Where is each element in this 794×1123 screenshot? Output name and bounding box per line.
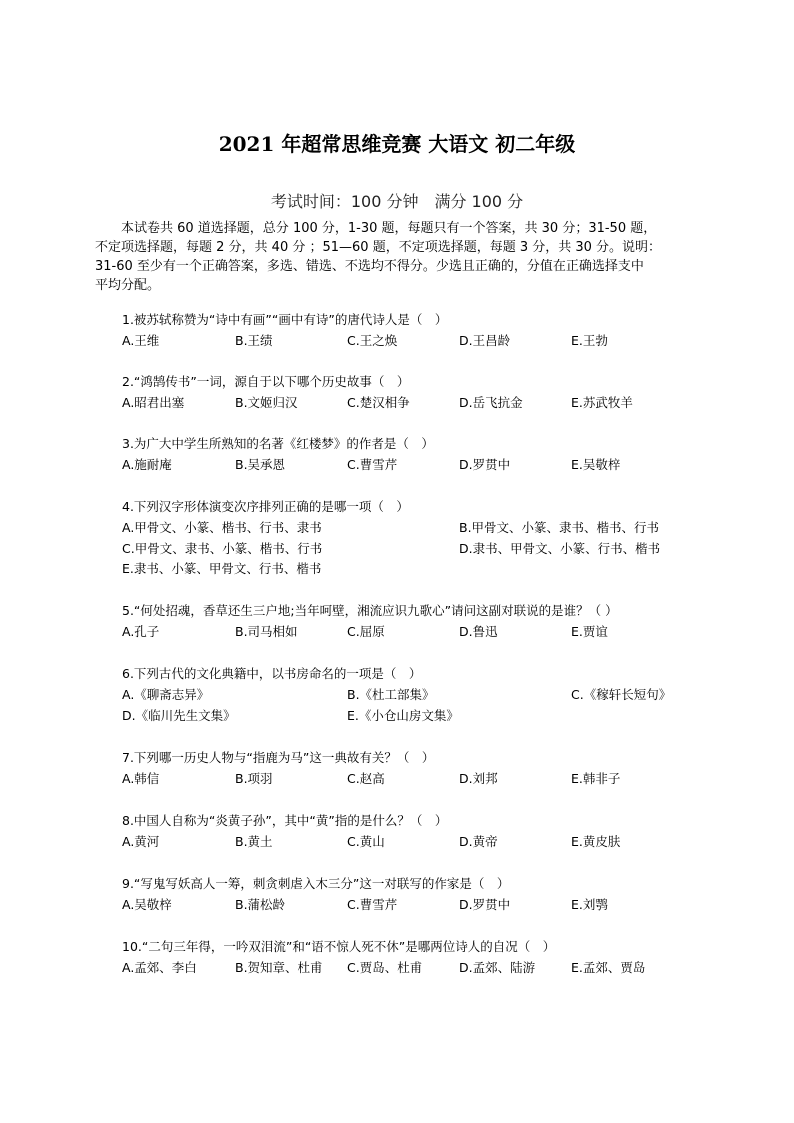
- question-text: 10.“二句三年得，一吟双泪流”和“语不惊人死不休”是哪两位诗人的自况（ ）: [122, 939, 556, 954]
- answer-option: B.王绩: [235, 333, 273, 348]
- instruction-line: 本试卷共 60 道选择题，总分 100 分，1-30 题，每题只有一个答案，共 30 分；31-50 题，: [95, 221, 657, 236]
- answer-option: A.《聊斋志异》: [122, 687, 210, 702]
- answer-option: E.吴敬梓: [571, 457, 621, 472]
- answer-option: A.甲骨文、小篆、楷书、行书、隶书: [122, 520, 322, 535]
- question-text: 8.中国人自称为“炎黄子孙”，其中“黄”指的是什么？（ ）: [122, 813, 448, 828]
- answer-option: A.昭君出塞: [122, 395, 185, 410]
- answer-option: A.韩信: [122, 771, 160, 786]
- answer-option: D.黄帝: [459, 834, 498, 849]
- answer-option: E.贾谊: [571, 624, 608, 639]
- instruction-line: 不定项选择题，每题 2 分，共 40 分 ；51—60 题，不定项选择题，每题 3 分，共 30 分。说明：: [95, 240, 662, 255]
- answer-option: A.孟郊、李白: [122, 960, 197, 975]
- answer-option: B.吴承恩: [235, 457, 286, 472]
- instruction-line: 平均分配。: [95, 278, 161, 293]
- answer-option: D.《临川先生文集》: [122, 707, 236, 723]
- answer-option: B.甲骨文、小篆、隶书、楷书、行书: [459, 520, 660, 535]
- answer-option: D.罗贯中: [459, 457, 511, 472]
- answer-option: A.施耐庵: [122, 457, 172, 472]
- answer-option: D.罗贯中: [459, 897, 511, 912]
- answer-option: C.甲骨文、隶书、小篆、楷书、行书: [122, 540, 323, 556]
- answer-option: B.黄土: [235, 834, 273, 849]
- answer-option: C.曹雪芹: [347, 457, 398, 472]
- answer-option: D.刘邦: [459, 771, 498, 786]
- answer-option: E.刘鹗: [571, 897, 608, 912]
- answer-option: C.屈原: [347, 624, 385, 639]
- answer-option: E.苏武牧羊: [571, 395, 633, 410]
- answer-option: B.《杜工部集》: [347, 687, 435, 702]
- answer-option: B.项羽: [235, 771, 273, 786]
- answer-option: E.韩非子: [571, 771, 621, 786]
- answer-option: C.《稼轩长短句》: [571, 687, 672, 702]
- question-text: 7.下列哪一历史人物与“指鹿为马”这一典故有关？（ ）: [122, 750, 435, 765]
- answer-option: D.王昌龄: [459, 333, 511, 348]
- answer-option: A.黄河: [122, 834, 160, 849]
- question-text: 9.“写鬼写妖高人一筹，刺贪刺虐入木三分”这一对联写的作家是（ ）: [122, 876, 510, 891]
- exam-info: 考试时间：100 分钟 满分 100 分: [270, 192, 524, 211]
- answer-option: A.孔子: [122, 624, 160, 639]
- answer-option: D.隶书、甲骨文、小篆、行书、楷书: [459, 540, 661, 556]
- page-title: 2021 年超常思维竞赛 大语文 初二年级: [218, 132, 576, 156]
- answer-option: C.贾岛、杜甫: [347, 960, 423, 975]
- question-text: 1.被苏轼称赞为“诗中有画”“画中有诗”的唐代诗人是（ ）: [122, 312, 448, 327]
- answer-option: D.孟郊、陆游: [459, 960, 536, 975]
- question-text: 5.“何处招魂，香草还生三户地;当年呵壁，湘流应识九歌心”请问这副对联说的是谁？（ ）: [122, 603, 618, 618]
- answer-option: C.赵高: [347, 771, 385, 786]
- answer-option: C.黄山: [347, 834, 385, 849]
- answer-option: A.吴敬梓: [122, 897, 172, 912]
- question-text: 3.为广大中学生所熟知的名著《红楼梦》的作者是（ ）: [122, 436, 434, 451]
- answer-option: C.曹雪芹: [347, 897, 398, 912]
- answer-option: E.王勃: [571, 333, 608, 348]
- answer-option: E.《小仓山房文集》: [347, 707, 459, 723]
- answer-option: E.隶书、小篆、甲骨文、行书、楷书: [122, 561, 322, 576]
- answer-option: D.鲁迅: [459, 624, 498, 639]
- answer-option: C.楚汉相争: [347, 395, 410, 410]
- answer-option: D.岳飞抗金: [459, 395, 523, 410]
- answer-option: B.司马相如: [235, 624, 298, 639]
- answer-option: E.黄皮肤: [571, 834, 621, 849]
- answer-option: E.孟郊、贾岛: [571, 960, 646, 975]
- answer-option: B.贺知章、杜甫: [235, 960, 323, 975]
- question-text: 6.下列古代的文化典籍中，以书房命名的一项是（ ）: [122, 666, 422, 681]
- instruction-line: 31-60 至少有一个正确答案，多选、错选、不选均不得分。少选且正确的，分值在正确选择支中: [95, 259, 644, 274]
- answer-option: B.文姬归汉: [235, 395, 298, 410]
- question-text: 2.“鸿鹄传书”一词，源自于以下哪个历史故事（ ）: [122, 374, 410, 389]
- answer-option: B.蒲松龄: [235, 897, 286, 912]
- question-text: 4.下列汉字形体演变次序排列正确的是哪一项（ ）: [122, 499, 409, 514]
- answer-option: C.王之焕: [347, 333, 398, 348]
- answer-option: A.王维: [122, 333, 160, 348]
